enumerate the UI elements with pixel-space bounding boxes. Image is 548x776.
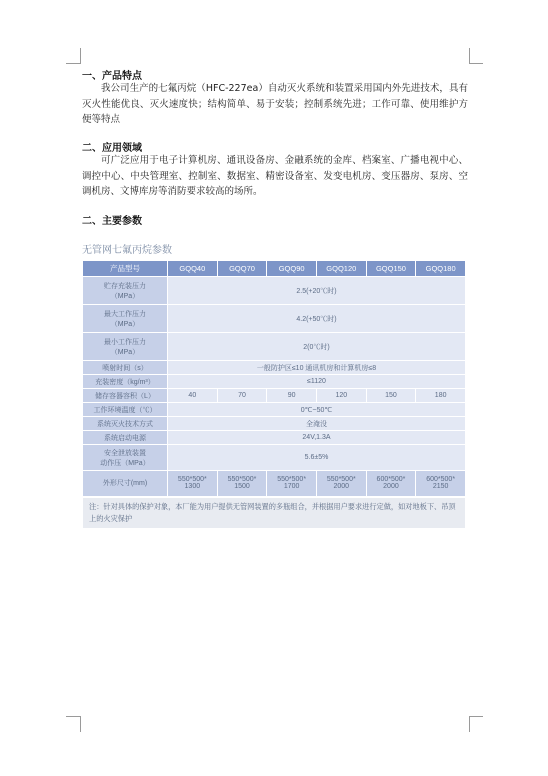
crop-mark-top-right <box>469 48 470 64</box>
row-value-cell: 550*500* 1500 <box>217 471 267 497</box>
row-value-cell: 150 <box>366 389 416 403</box>
header-cell-model: GQQ70 <box>217 261 267 277</box>
row-value-cell: 0℃~50℃ <box>168 403 466 417</box>
header-cell-model: GQQ150 <box>366 261 416 277</box>
section-heading-features: 一、产品特点 <box>82 71 142 82</box>
parameter-table <box>82 260 466 529</box>
row-value-cell: ≤1120 <box>168 375 466 389</box>
section-heading-parameters: 二、主要参数 <box>82 216 142 227</box>
crop-mark-bottom-right <box>469 716 483 717</box>
row-label-cell: 储存容器容积（L） <box>83 389 168 403</box>
row-value-cell: 550*500* 1300 <box>168 471 218 497</box>
applications-paragraph: 可广泛应用于电子计算机房、通讯设备房、金融系统的金库、档案室、广播电视中心、调控中心、中央管理室、控制室、数据室、精密设备室、发变电机房、变压器房、泵房、空调机房、文博库房等消防要求较高的场所。 <box>82 155 468 197</box>
row-value-cell: 2(0℃时) <box>168 333 466 361</box>
table-row <box>83 361 466 375</box>
table-row <box>83 277 466 305</box>
row-label-cell: 喷射时间（s） <box>83 361 168 375</box>
table-row <box>83 375 466 389</box>
row-value-cell: 180 <box>416 389 466 403</box>
table-row <box>83 305 466 333</box>
row-value-cell: 24V,1.3A <box>168 431 466 445</box>
row-value-cell: 550*500* 2000 <box>316 471 366 497</box>
crop-mark-bottom-right <box>469 716 470 732</box>
crop-mark-top-right <box>469 63 483 64</box>
header-cell-model: GQQ90 <box>267 261 317 277</box>
row-label-cell: 贮存充装压力 （MPa） <box>83 277 168 305</box>
table-row <box>83 403 466 417</box>
row-label-cell: 充装密度（kg/m³） <box>83 375 168 389</box>
row-value-cell: 5.6±5% <box>168 445 466 471</box>
row-value-cell: 600*500* 2150 <box>416 471 466 497</box>
row-value-cell: 40 <box>168 389 218 403</box>
row-label-cell: 最大工作压力 （MPa） <box>83 305 168 333</box>
row-value-cell: 600*500* 2000 <box>366 471 416 497</box>
row-value-cell: 120 <box>316 389 366 403</box>
header-cell-model: GQQ40 <box>168 261 218 277</box>
crop-mark-bottom-left <box>66 716 80 717</box>
table-row <box>83 445 466 471</box>
row-label-cell: 最小工作压力 （MPa） <box>83 333 168 361</box>
row-label-cell: 安全泄放装置 动作压（MPa） <box>83 445 168 471</box>
table-caption: 无管网七氟丙烷参数 <box>82 245 172 256</box>
table-row <box>83 471 466 497</box>
table-row <box>83 333 466 361</box>
crop-mark-top-left <box>66 63 80 64</box>
table-row <box>83 431 466 445</box>
row-value-cell: 90 <box>267 389 317 403</box>
row-value-cell: 全淹没 <box>168 417 466 431</box>
crop-mark-bottom-left <box>80 716 81 732</box>
crop-mark-top-left <box>80 48 81 64</box>
section-heading-applications: 二、应用领域 <box>82 143 142 154</box>
row-value-cell: 4.2(+50℃时) <box>168 305 466 333</box>
row-label-cell: 工作环境温度（℃） <box>83 403 168 417</box>
row-value-cell: 2.5(+20℃时) <box>168 277 466 305</box>
table-row <box>83 389 466 403</box>
row-value-cell: 一般防护区≤10 通讯机房和计算机房≤8 <box>168 361 466 375</box>
table-note-row <box>83 497 466 529</box>
header-cell-model: GQQ180 <box>416 261 466 277</box>
header-cell-label: 产品型号 <box>83 261 168 277</box>
row-value-cell: 70 <box>217 389 267 403</box>
table-header-row <box>83 261 466 277</box>
features-paragraph: 我公司生产的七氟丙烷（HFC-227ea）自动灭火系统和装置采用国内外先进技术，具有灭火性能优良、灭火速度快；结构简单、易于安装；控制系统先进；工作可靠、使用维护方便等特点 <box>82 83 468 125</box>
header-cell-model: GQQ120 <box>316 261 366 277</box>
table-row <box>83 417 466 431</box>
row-label-cell: 外形尺寸(mm) <box>83 471 168 497</box>
row-value-cell: 550*500* 1700 <box>267 471 317 497</box>
row-label-cell: 系统启动电源 <box>83 431 168 445</box>
table-note: 注：针对具体的保护对象，本厂能为用户提供无管网装置的多瓶组合，并根据用户要求进行定做，如对地板下、吊顶上的火灾保护 <box>83 497 466 529</box>
row-label-cell: 系统灭火技术方式 <box>83 417 168 431</box>
